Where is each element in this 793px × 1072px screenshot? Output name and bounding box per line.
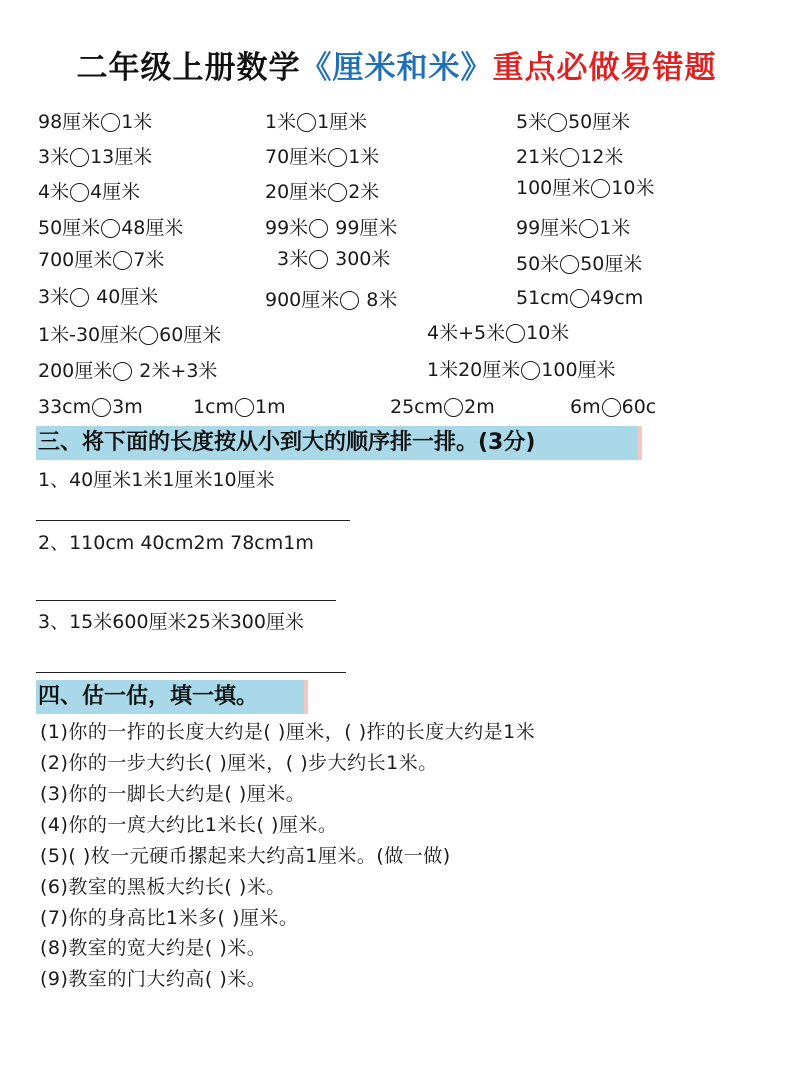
comparison-left: 6m (570, 396, 601, 418)
comparison-item (516, 110, 630, 134)
comparison-left: 25cm (390, 396, 444, 418)
compare-circle[interactable] (70, 183, 89, 202)
compare-circle[interactable] (309, 219, 328, 238)
comparison-left: 99厘米 (516, 217, 579, 239)
compare-circle[interactable] (328, 148, 347, 167)
comparison-left: 200厘米 (38, 360, 113, 382)
comparison-right: 10米 (526, 322, 570, 344)
comparison-item (516, 286, 643, 310)
comparison-right: 4厘米 (90, 181, 141, 203)
comparison-right: 40厘米 (90, 286, 159, 308)
compare-circle[interactable] (521, 361, 540, 380)
comparison-right: 2米 (348, 181, 380, 203)
comparison-item (38, 323, 221, 347)
compare-circle[interactable] (70, 288, 89, 307)
estimate-item-9: (9)教室的门大约高( )米。 (40, 968, 267, 990)
answer-line-1[interactable] (36, 520, 350, 521)
comparison-left: 1米20厘米 (427, 359, 521, 381)
estimate-item-5: (5)( )枚一元硬币摞起来大约高1厘米。(做一做) (40, 845, 451, 867)
comparison-right: 1米 (121, 111, 153, 133)
compare-circle[interactable] (101, 113, 120, 132)
comparison-right: 50厘米 (568, 111, 631, 133)
compare-circle[interactable] (113, 251, 132, 270)
comparison-left: 700厘米 (38, 249, 113, 271)
comparison-right: 1米 (599, 217, 631, 239)
compare-circle[interactable] (602, 398, 621, 417)
compare-circle[interactable] (340, 291, 359, 310)
section-3-heading: 三、将下面的长度按从小到大的顺序排一排。(3分) (36, 426, 638, 460)
order-item-1: 1、40厘米1米1厘米10厘米 (38, 469, 275, 491)
comparison-right: 300米 (329, 248, 391, 270)
comparison-item (516, 176, 654, 200)
title-topic: 《厘米和米》 (300, 50, 493, 86)
comparison-right: 100厘米 (541, 359, 616, 381)
comparison-right: 99厘米 (329, 217, 398, 239)
comparison-item (265, 145, 379, 169)
comparison-left: 33cm (38, 396, 92, 418)
title-tagline: 重点必做易错题 (492, 50, 717, 86)
comparison-item (38, 395, 143, 419)
comparison-right: 2m (464, 396, 495, 418)
comparison-right: 7米 (133, 249, 165, 271)
comparison-item (277, 247, 390, 271)
estimate-item-7: (7)你的身高比1米多( )厘米。 (40, 907, 299, 929)
compare-circle[interactable] (70, 148, 89, 167)
comparison-item (516, 145, 623, 169)
comparison-item (516, 252, 642, 276)
compare-circle[interactable] (506, 324, 525, 343)
comparison-right: 10米 (611, 177, 655, 199)
comparison-right: 2米+3米 (133, 360, 218, 382)
comparison-left: 100厘米 (516, 177, 591, 199)
comparison-left: 4米 (38, 181, 70, 203)
comparison-item (193, 395, 286, 419)
compare-circle[interactable] (297, 113, 316, 132)
comparison-left: 5米 (516, 111, 548, 133)
comparison-right: 12米 (580, 146, 624, 168)
comparison-left: 4米+5米 (427, 322, 506, 344)
comparison-right: 50厘米 (580, 253, 643, 275)
order-item-2: 2、110cm 40cm2m 78cm1m (38, 532, 314, 554)
comparison-right: 3m (112, 396, 143, 418)
comparison-left: 21米 (516, 146, 560, 168)
compare-circle[interactable] (101, 219, 120, 238)
comparison-left: 51cm (516, 287, 570, 309)
compare-circle[interactable] (591, 179, 610, 198)
comparison-left: 20厘米 (265, 181, 328, 203)
comparison-item (38, 145, 152, 169)
page-title (0, 42, 793, 87)
compare-circle[interactable] (309, 250, 328, 269)
comparison-left: 98厘米 (38, 111, 101, 133)
estimate-item-6: (6)教室的黑板大约长( )米。 (40, 876, 286, 898)
comparison-right: 8米 (360, 289, 398, 311)
comparison-item (38, 359, 217, 383)
comparison-left: 1米-30厘米 (38, 324, 139, 346)
comparison-right: 48厘米 (121, 217, 184, 239)
comparison-right: 1厘米 (317, 111, 368, 133)
comparison-item (38, 110, 152, 134)
comparison-left: 99米 (265, 217, 309, 239)
compare-circle[interactable] (560, 148, 579, 167)
section-4-heading: 四、估一估，填一填。 (36, 680, 304, 714)
comparison-right: 49cm (590, 287, 644, 309)
comparison-left: 3米 (38, 146, 70, 168)
compare-circle[interactable] (560, 255, 579, 274)
comparison-left: 900厘米 (265, 289, 340, 311)
comparison-item (265, 180, 379, 204)
comparison-right: 60厘米 (159, 324, 222, 346)
comparison-item (38, 248, 164, 272)
comparison-left: 1cm (193, 396, 235, 418)
estimate-item-8: (8)教室的宽大约是( )米。 (40, 937, 267, 959)
compare-circle[interactable] (548, 113, 567, 132)
compare-circle[interactable] (113, 362, 132, 381)
comparison-item (265, 216, 397, 240)
comparison-left: 50厘米 (38, 217, 101, 239)
comparison-left: 1米 (265, 111, 297, 133)
comparison-left: 50米 (516, 253, 560, 275)
order-item-3: 3、15米600厘米25米300厘米 (38, 611, 304, 633)
comparison-item (427, 358, 616, 382)
comparison-item (265, 110, 367, 134)
comparison-item (516, 216, 630, 240)
comparison-left: 3米 (277, 248, 309, 270)
answer-line-3[interactable] (36, 672, 346, 673)
comparison-right: 60c (621, 396, 657, 418)
answer-line-2[interactable] (36, 600, 336, 601)
compare-circle[interactable] (444, 398, 463, 417)
estimate-item-2: (2)你的一步大约长( )厘米，( )步大约长1米。 (40, 752, 438, 774)
comparison-right: 13厘米 (90, 146, 153, 168)
comparison-right: 1米 (348, 146, 380, 168)
compare-circle[interactable] (579, 219, 598, 238)
estimate-item-4: (4)你的一庹大约比1米长( )厘米。 (40, 814, 338, 836)
compare-circle[interactable] (92, 398, 111, 417)
comparison-item (427, 321, 569, 345)
comparison-item (38, 285, 158, 309)
comparison-item (390, 395, 495, 419)
estimate-item-3: (3)你的一脚长大约是( )厘米。 (40, 783, 306, 805)
comparison-left: 3米 (38, 286, 70, 308)
compare-circle[interactable] (139, 326, 158, 345)
comparison-item (38, 180, 140, 204)
compare-circle[interactable] (328, 183, 347, 202)
compare-circle[interactable] (570, 289, 589, 308)
comparison-left: 70厘米 (265, 146, 328, 168)
comparison-item (38, 216, 183, 240)
compare-circle[interactable] (235, 398, 254, 417)
title-grade: 二年级上册数学 (76, 50, 301, 86)
comparison-item (570, 395, 656, 419)
comparison-item (265, 288, 397, 312)
comparison-right: 1m (255, 396, 286, 418)
estimate-item-1: (1)你的一拃的长度大约是( )厘米，( )拃的长度大约是1米 (40, 721, 536, 743)
